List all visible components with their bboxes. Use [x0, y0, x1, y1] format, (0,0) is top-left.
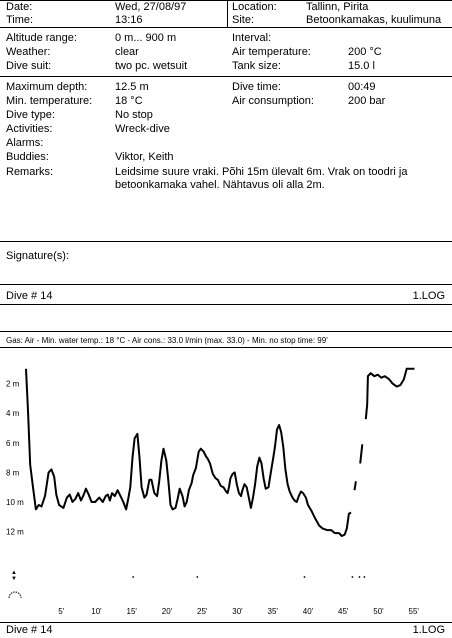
- buddies-label: Buddies:: [6, 151, 49, 163]
- x-tick-label: 45': [338, 607, 349, 616]
- header-bottom-border: [0, 27, 452, 28]
- air-consumption-label: Air consumption:: [232, 95, 314, 107]
- time-label: Time:: [6, 14, 34, 26]
- depth-profile-line: [366, 369, 415, 419]
- buddies-value: Viktor, Keith: [115, 151, 174, 163]
- footer-dive-number: Dive # 14: [6, 290, 53, 302]
- ascent-marker-icon: ▲: [11, 570, 17, 576]
- chart-bottom-border: [0, 622, 452, 623]
- footer2-dive-number: Dive # 14: [6, 624, 53, 636]
- x-tick-label: 20': [161, 607, 173, 616]
- max-depth-label: Maximum depth:: [6, 81, 88, 93]
- weather-value: clear: [115, 46, 139, 58]
- alarms-label: Alarms:: [6, 137, 44, 149]
- depth-profile-line: [26, 369, 351, 536]
- activities-value: Wreck-dive: [115, 123, 170, 135]
- remarks-bottom-border: [0, 241, 452, 242]
- descent-marker-icon: ▼: [11, 576, 17, 582]
- y-tick-label: 12 m: [6, 527, 24, 537]
- event-marker: [196, 576, 198, 578]
- event-marker: [364, 576, 366, 578]
- y-tick-label: 4 m: [6, 409, 20, 419]
- depth-profile-line: [360, 444, 362, 463]
- y-tick-label: 8 m: [6, 468, 20, 478]
- altitude-value: 0 m... 900 m: [115, 32, 177, 44]
- gauge-icon: [9, 592, 21, 598]
- weather-label: Weather:: [6, 46, 51, 58]
- event-marker: [352, 576, 354, 578]
- x-tick-label: 40': [302, 607, 314, 616]
- dive-type-label: Dive type:: [6, 109, 55, 121]
- top-border: [0, 0, 452, 1]
- air-temperature-label: Air temperature:: [232, 46, 311, 58]
- event-marker: [359, 576, 361, 578]
- footer-bottom-border: [0, 304, 452, 305]
- signature-bottom-border: [0, 284, 452, 285]
- air-consumption-value: 200 bar: [348, 95, 386, 107]
- header-divider: [227, 0, 228, 27]
- dive-time-value: 00:49: [348, 81, 376, 93]
- x-tick-label: 25': [197, 607, 208, 616]
- site-value: Betoonkamakas, kuulimuna: [306, 14, 442, 26]
- dive-time-label: Dive time:: [232, 81, 281, 93]
- dive-suit-label: Dive suit:: [6, 60, 52, 72]
- x-tick-label: 35': [267, 607, 278, 616]
- signature-label: Signature(s):: [6, 250, 69, 262]
- max-depth-value: 12.5 m: [115, 81, 149, 93]
- tank-size-label: Tank size:: [232, 60, 281, 72]
- location-label: Location:: [232, 1, 277, 13]
- site-label: Site:: [232, 14, 255, 26]
- dive-suit-value: two pc. wetsuit: [115, 60, 188, 72]
- min-temperature-label: Min. temperature:: [6, 95, 93, 107]
- x-tick-label: 5': [58, 607, 65, 616]
- location-value: Tallinn, Pirita: [306, 1, 369, 13]
- chart-top-border: [0, 331, 452, 332]
- min-temperature-value: 18 °C: [115, 95, 143, 107]
- x-tick-label: 50': [373, 607, 384, 616]
- activities-label: Activities:: [6, 123, 53, 135]
- depth-profile-line: [355, 481, 356, 490]
- remarks-line-1: Leidsime suure vraki. Põhi 15m ülevalt 6m. Vrak on toodri ja: [115, 166, 408, 178]
- altitude-label: Altitude range:: [6, 32, 77, 44]
- footer2-file-name: 1.LOG: [412, 624, 445, 636]
- y-tick-label: 10 m: [6, 498, 24, 507]
- x-tick-label: 30': [232, 607, 243, 616]
- dive-type-value: No stop: [115, 109, 153, 121]
- y-tick-label: 2 m: [6, 379, 20, 389]
- event-marker: [132, 576, 134, 578]
- tank-size-value: 15.0 l: [348, 60, 375, 72]
- x-tick-label: 55': [408, 607, 419, 616]
- event-marker: [304, 576, 306, 578]
- date-value: Wed, 27/08/97: [115, 1, 187, 13]
- x-tick-label: 15': [126, 607, 137, 616]
- remarks-label: Remarks:: [6, 166, 54, 178]
- air-temperature-value: 200 °C: [348, 46, 382, 58]
- footer-file-name: 1.LOG: [412, 290, 445, 302]
- y-tick-label: 6 m: [6, 438, 20, 448]
- chart-summary-border: [0, 347, 452, 348]
- x-tick-label: 10': [91, 607, 102, 616]
- remarks-line-2: betoonkamaka vahel. Nähtavus oli alla 2m.: [115, 179, 325, 191]
- time-value: 13:16: [115, 14, 143, 26]
- conditions-bottom-border: [0, 76, 452, 77]
- dive-summary-line: Gas: Air - Min. water temp.: 18 °C - Air cons.: 33.0 l/min (max. 33.0) - Min. no stop time: 99': [6, 336, 328, 345]
- date-label: Date:: [6, 1, 33, 13]
- interval-label: Interval:: [232, 32, 272, 44]
- dive-profile-chart: [0, 350, 452, 622]
